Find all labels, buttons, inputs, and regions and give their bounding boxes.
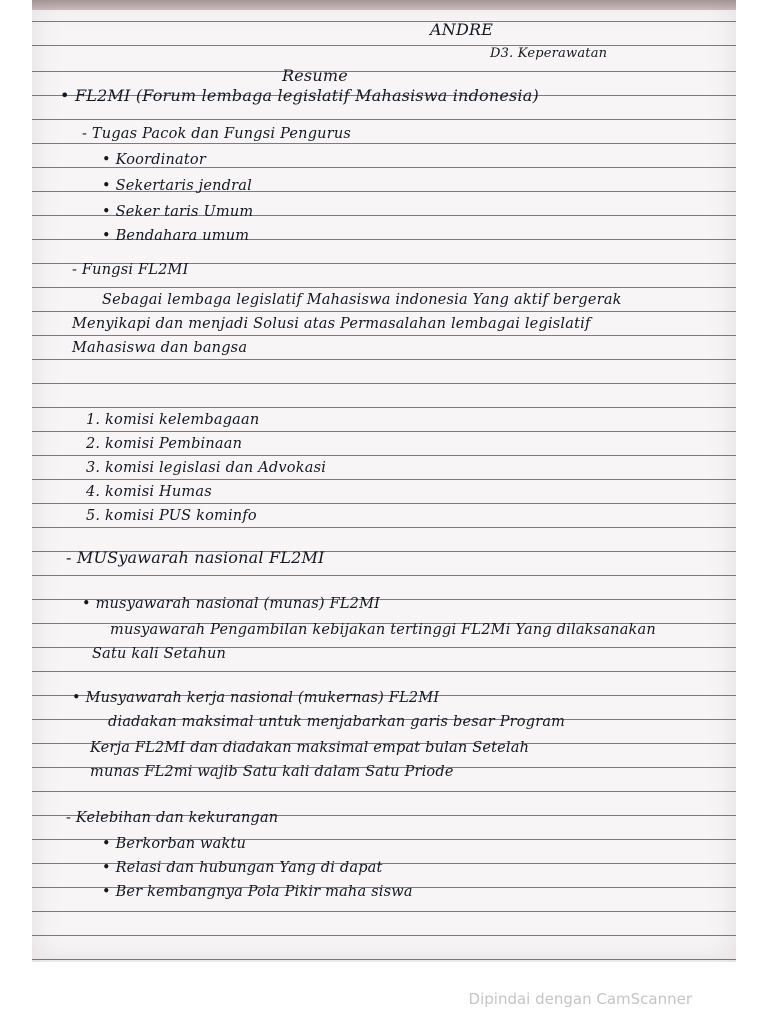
list-item: • Seker taris Umum (102, 204, 253, 220)
author-name: ANDRE (430, 20, 494, 39)
scanner-watermark: Dipindai dengan CamScanner (468, 990, 692, 1008)
section-heading-pros-cons: - Kelebihan dan kekurangan (66, 810, 279, 826)
section-heading-function: - Fungsi FL2MI (72, 262, 189, 278)
list-item: • Berkorban waktu (102, 836, 246, 852)
numbered-item: 4. komisi Humas (86, 484, 212, 500)
paragraph-line: Kerja FL2MI dan diadakan maksimal empat bulan Setelah (90, 740, 530, 756)
list-item: • Sekertaris jendral (102, 178, 252, 194)
numbered-item: 1. komisi kelembagaan (86, 412, 260, 428)
paragraph-line: Satu kali Setahun (92, 646, 227, 662)
list-item: • Bendahara umum (102, 228, 249, 244)
author-class: D3. Keperawatan (490, 46, 608, 61)
paragraph-line: musyawarah Pengambilan kebijakan tertinggi FL2Mi Yang dilaksanakan (110, 622, 656, 638)
paragraph-line: Mahasiswa dan bangsa (72, 340, 248, 356)
numbered-item: 2. komisi Pembinaan (86, 436, 243, 452)
topic-heading: • FL2MI (Forum lembaga legislatif Mahasiswa indonesia) (60, 86, 539, 105)
section-heading-tasks: - Tugas Pacok dan Fungsi Pengurus (82, 126, 352, 142)
list-item: • Koordinator (102, 152, 206, 168)
subtopic-heading: • Musyawarah kerja nasional (mukernas) FL2MI (72, 690, 439, 706)
paragraph-line: Menyikapi dan menjadi Solusi atas Permasalahan lembagai legislatif (72, 316, 591, 332)
notebook-page (32, 0, 736, 962)
subtopic-heading: • musyawarah nasional (munas) FL2MI (82, 596, 380, 612)
page-title: Resume (282, 66, 348, 85)
numbered-item: 3. komisi legislasi dan Advokasi (86, 460, 327, 476)
list-item: • Relasi dan hubungan Yang di dapat (102, 860, 383, 876)
paragraph-line: diadakan maksimal untuk menjabarkan garis besar Program (108, 714, 566, 730)
list-item: • Ber kembangnya Pola Pikir maha siswa (102, 884, 413, 900)
numbered-item: 5. komisi PUS kominfo (86, 508, 257, 524)
paragraph-line: munas FL2mi wajib Satu kali dalam Satu Priode (90, 764, 454, 780)
section-heading-munas: - MUSyawarah nasional FL2MI (66, 548, 325, 567)
paragraph-line: Sebagai lembaga legislatif Mahasiswa indonesia Yang aktif bergerak (102, 292, 622, 308)
